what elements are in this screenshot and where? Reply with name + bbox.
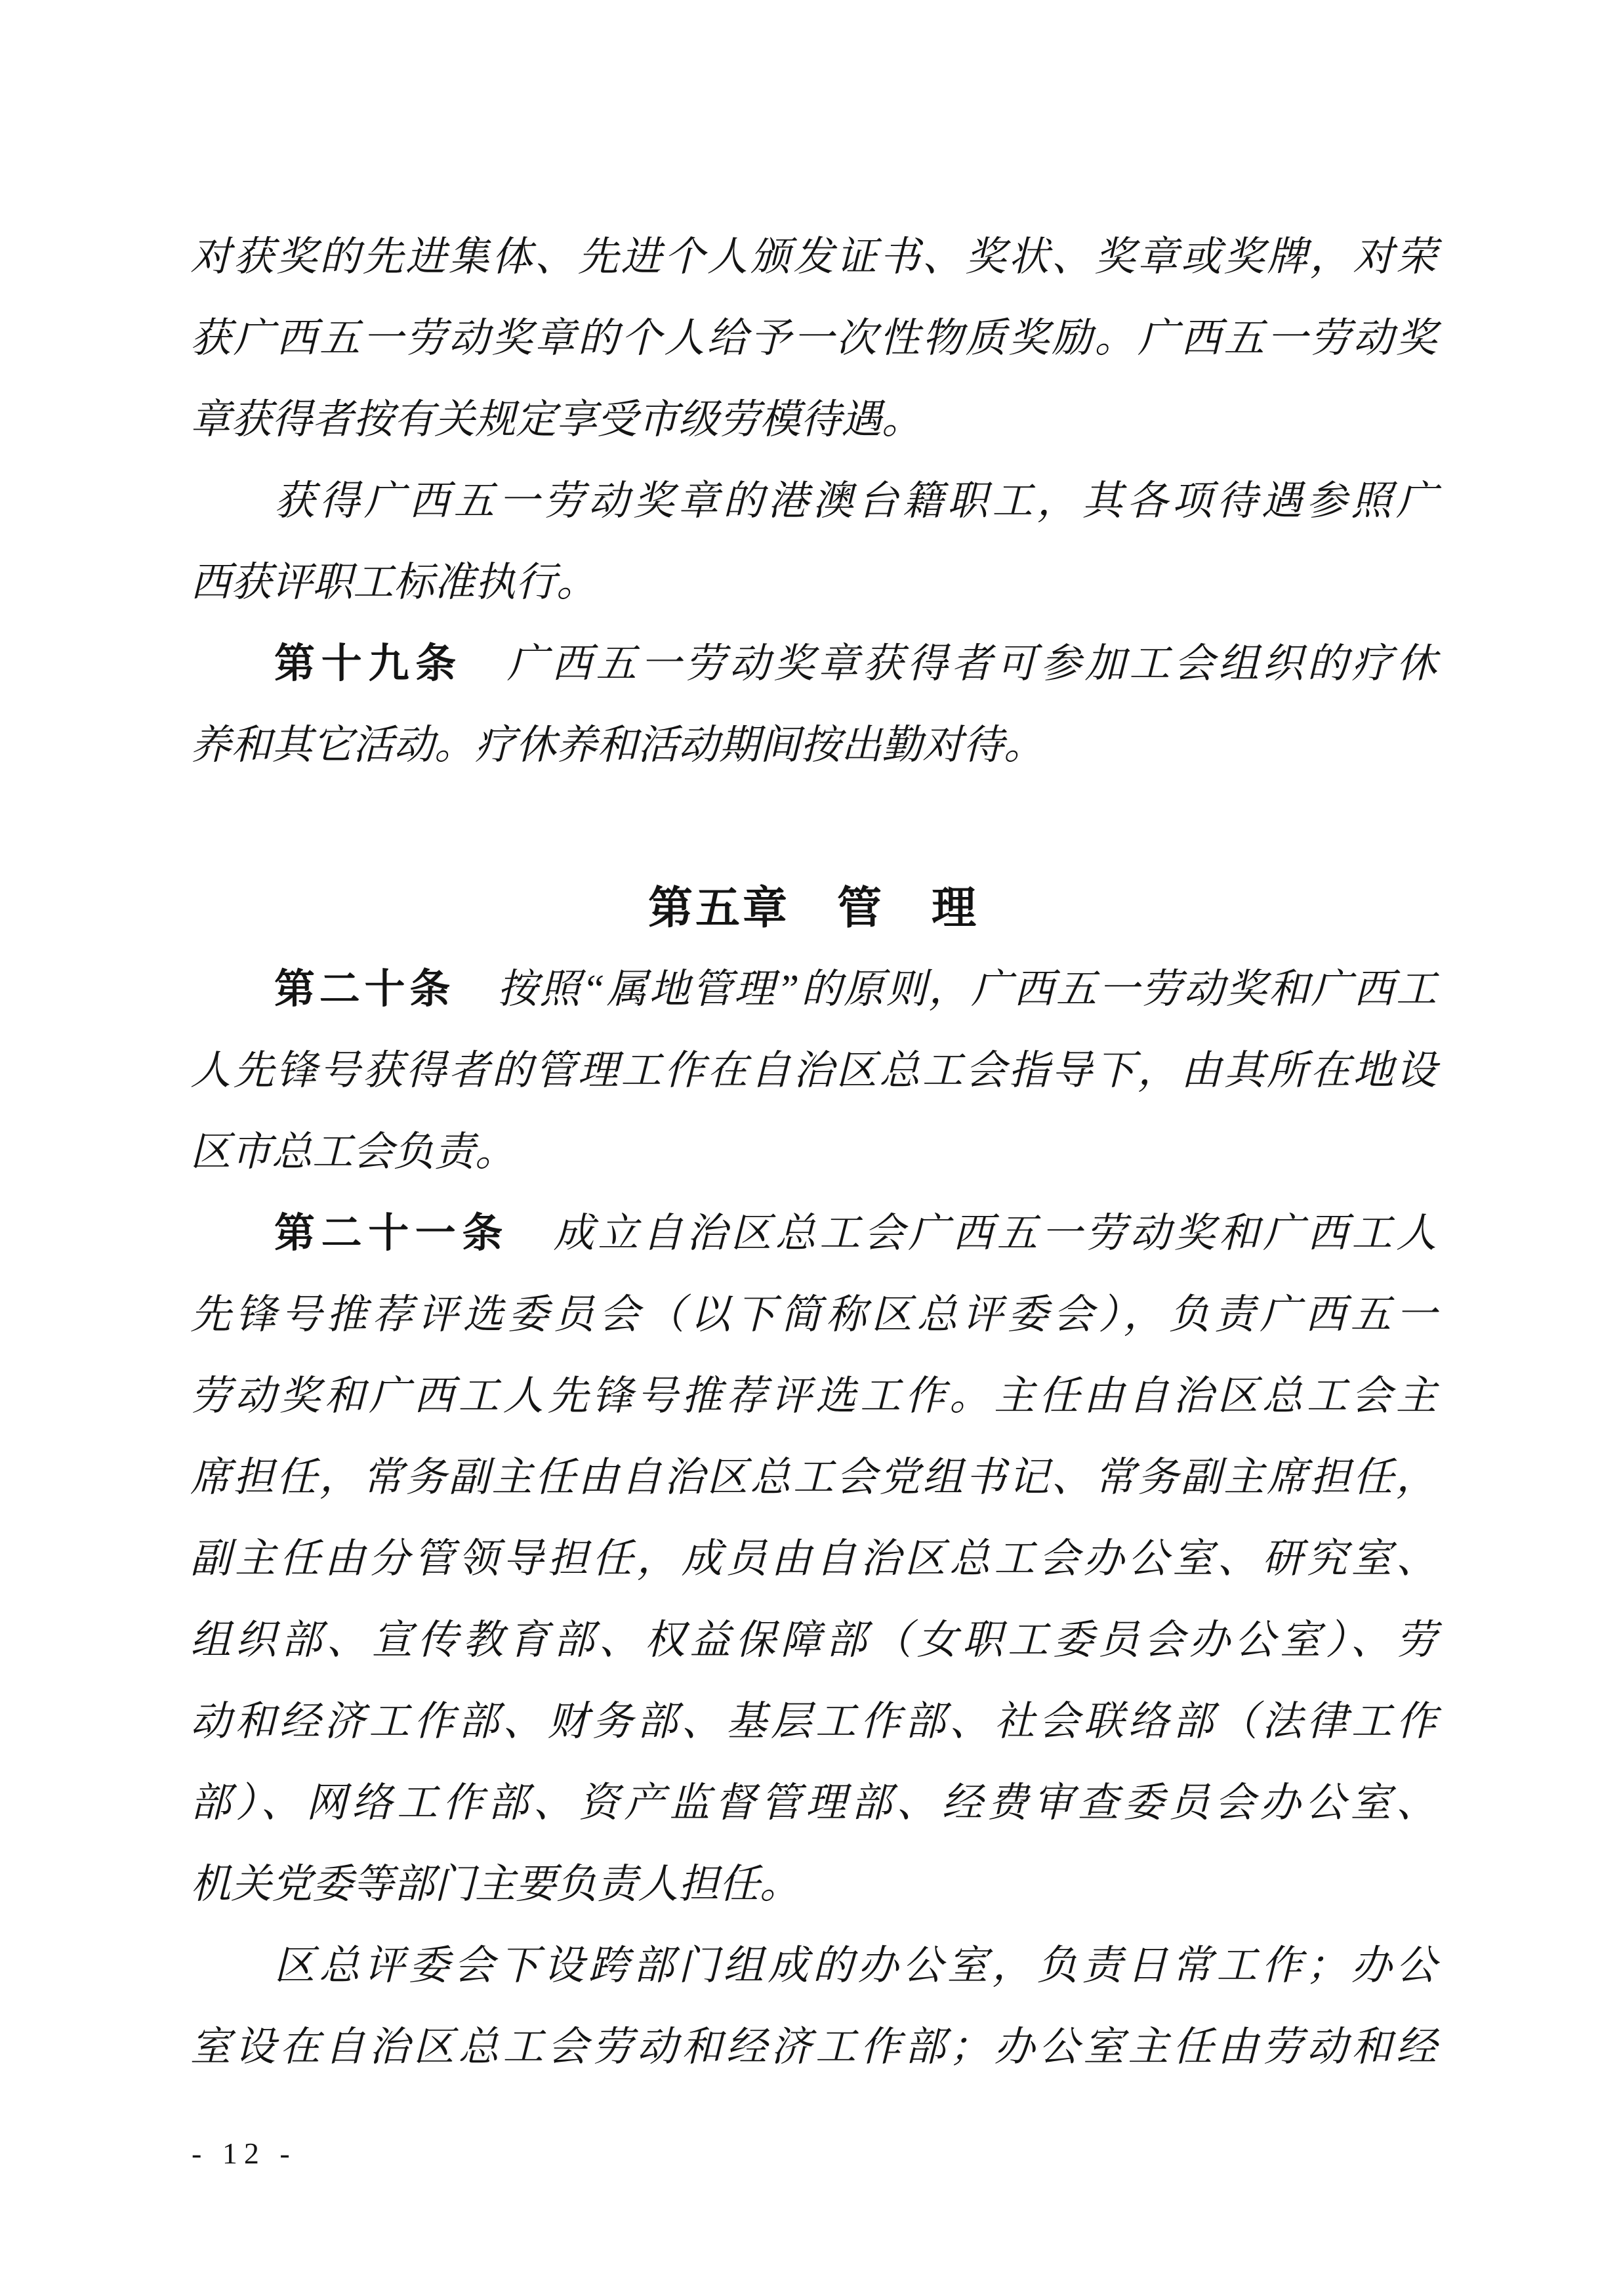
text-line [190,705,1437,786]
text-line [190,623,1437,705]
text-segment: 养和其它活动。疗休养和活动期间按出勤对待。 [190,723,1045,768]
paragraph [190,1193,1437,1925]
text-line [190,461,1437,542]
paragraph [190,949,1437,1193]
text-line [190,1193,1437,1274]
text-segment: 室设在自治区总工会劳动和经济工作部；办公室主任由劳动和经 [190,2025,1437,2070]
text-line [190,1681,1437,1763]
text-line [190,1112,1437,1193]
text-line [190,1518,1437,1600]
text-line [190,542,1437,623]
text-line [190,867,1437,949]
text-line [190,1356,1437,1437]
article-number: 第十九条 [274,641,463,686]
article-number: 第二十条 [274,967,455,1012]
text-segment: 章获得者按有关规定享受市级劳模待遇。 [190,398,923,442]
text-line [190,1030,1437,1112]
chapter-heading [190,867,1437,949]
text-line [190,1274,1437,1356]
text-segment: 动和经济工作部、财务部、基层工作部、社会联络部（法律工作 [190,1700,1437,1744]
text-segment: 获得广西五一劳动奖章的港澳台籍职工，其各项待遇参照广 [274,479,1437,524]
text-segment: 副主任由分管领导担任，成员由自治区总工会办公室、研究室、 [190,1537,1437,1581]
paragraph [190,217,1437,461]
text-segment: 先锋号推荐评选委员会（以下简称区总评委会），负责广西五一 [190,1293,1437,1337]
paragraph [190,1925,1437,2088]
text-segment: 西获评职工标准执行。 [190,560,598,605]
document-content [190,217,1437,2088]
text-segment: 人先锋号获得者的管理工作在自治区总工会指导下，由其所在地设 [190,1049,1437,1093]
text-line [190,217,1437,298]
paragraph [190,461,1437,623]
text-segment: 区总评委会下设跨部门组成的办公室，负责日常工作；办公 [274,1944,1437,1988]
text-line [190,1600,1437,1681]
text-segment: 成立自治区总工会广西五一劳动奖和广西工人 [509,1211,1437,1256]
text-line [190,1763,1437,1844]
text-segment: 区市总工会负责。 [190,1130,516,1175]
text-line [190,298,1437,379]
text-segment: 机关党委等部门主要负责人担任。 [190,1862,801,1907]
text-segment: 劳动奖和广西工人先锋号推荐评选工作。主任由自治区总工会主 [190,1374,1437,1419]
text-line [190,379,1437,461]
text-line [190,2007,1437,2088]
text-segment: 席担任，常务副主任由自治区总工会党组书记、常务副主席担任， [190,1455,1437,1500]
text-segment: 广西五一劳动奖章获得者可参加工会组织的疗休 [462,642,1437,686]
text-line [190,949,1437,1030]
page-number: - 12 - [192,2137,297,2170]
text-segment: 获广西五一劳动奖章的个人给予一次性物质奖励。广西五一劳动奖 [190,316,1437,361]
text-line [190,1437,1437,1518]
text-line [190,1844,1437,1925]
text-segment: 组织部、宣传教育部、权益保障部（女职工委员会办公室）、劳 [190,1618,1437,1663]
paragraph [190,623,1437,786]
text-line [190,1925,1437,2007]
text-segment: 部）、网络工作部、资产监督管理部、经费审查委员会办公室、 [190,1781,1437,1826]
article-number: 第五章 管 理 [647,883,979,933]
article-number: 第二十一条 [274,1211,509,1256]
text-segment: 对获奖的先进集体、先进个人颁发证书、奖状、奖章或奖牌，对荣 [190,235,1437,280]
text-segment: 按照“属地管理”的原则，广西五一劳动奖和广西工 [455,967,1437,1012]
